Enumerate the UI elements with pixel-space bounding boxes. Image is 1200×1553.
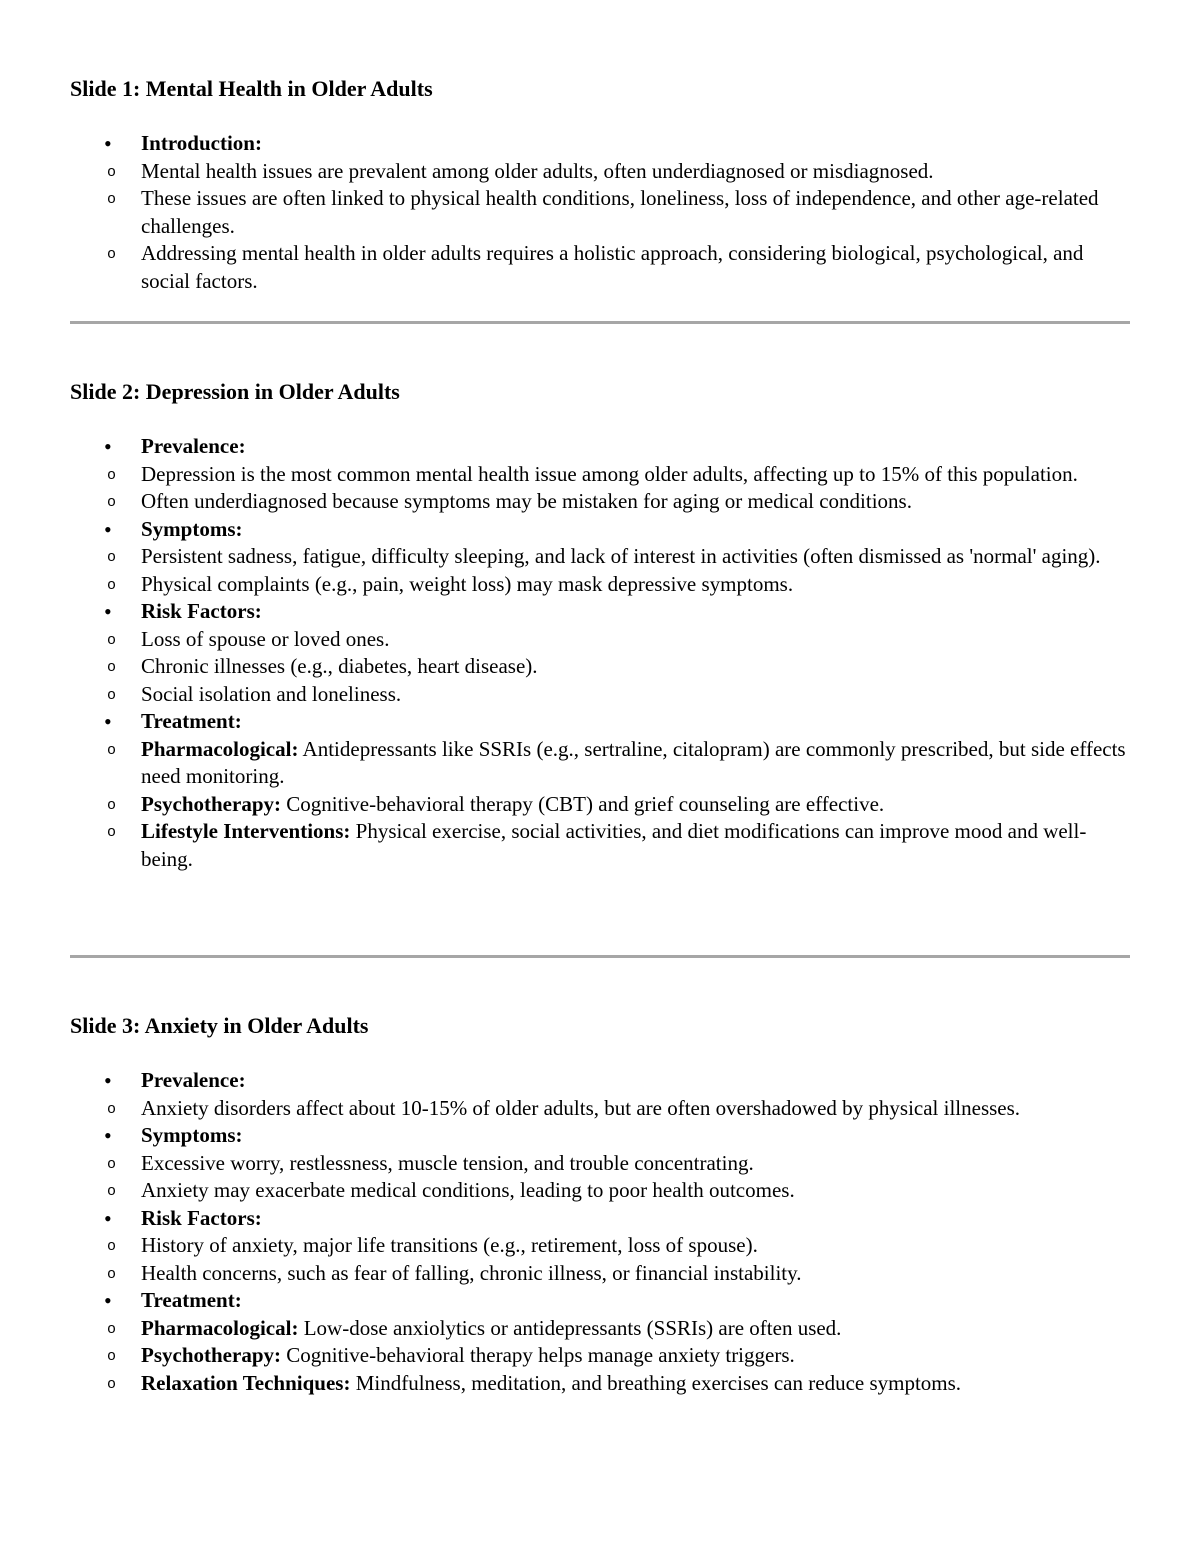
list-item: o Mental health issues are prevalent among older adults, often underdiagnosed or misdiagnosed. [71,158,1130,186]
list-item: o Excessive worry, restlessness, muscle tension, and trouble concentrating. [71,1150,1130,1178]
section-prevalence [70,1067,1130,1122]
section-list [70,1067,1130,1397]
list-item: o These issues are often linked to physical health conditions, loneliness, loss of independence, and other age-related challenges. [71,185,1130,240]
bullet-list [71,736,1130,874]
list-item: o Persistent sadness, fatigue, difficulty sleeping, and lack of interest in activities (often dismissed as 'normal' aging). [71,543,1130,571]
list-item: o Social isolation and loneliness. [71,681,1130,709]
section-symptoms [70,1122,1130,1205]
list-item: o Loss of spouse or loved ones. [71,626,1130,654]
item-label: Pharmacological: [141,1315,299,1340]
section-heading: Prevalence: [141,1068,246,1092]
section-treatment [70,1287,1130,1397]
item-label: Relaxation Techniques: [141,1370,351,1395]
section-risk-factors [70,1205,1130,1288]
list-item [71,1342,1130,1370]
bullet-list [71,1315,1130,1398]
section-heading: Introduction: [141,131,262,155]
list-item: o Chronic illnesses (e.g., diabetes, heart disease). [71,653,1130,681]
item-text: Mindfulness, meditation, and breathing exercises can reduce symptoms. [350,1370,962,1395]
list-item [71,736,1130,791]
bullet-list [71,626,1130,709]
list-item: o Often underdiagnosed because symptoms may be mistaken for aging or medical conditions. [71,488,1130,516]
list-item: o Depression is the most common mental health issue among older adults, affecting up to 15% of this population. [71,461,1130,489]
bullet-list [71,543,1130,598]
slide-2 [70,378,1130,873]
bullet-list [71,461,1130,516]
list-item: o Anxiety disorders affect about 10-15% of older adults, but are often overshadowed by physical illnesses. [71,1095,1130,1123]
bullet-list [71,158,1130,296]
item-text: Antidepressants like SSRIs (e.g., sertraline, citalopram) are commonly prescribed, but side effects need monitoring. [141,736,1126,788]
item-text: Cognitive-behavioral therapy helps manage anxiety triggers. [281,1343,795,1367]
section-heading: Treatment: [141,1288,242,1312]
slide-title: Slide 1: Mental Health in Older Adults [70,76,433,101]
slide-1 [70,75,1130,295]
item-label: Pharmacological: [141,736,299,761]
list-item: o History of anxiety, major life transitions (e.g., retirement, loss of spouse). [71,1232,1130,1260]
item-label: Lifestyle Interventions: [141,819,351,843]
item-text: Low-dose anxiolytics or antidepressants (SSRIs) are often used. [298,1315,842,1340]
slide-title: Slide 3: Anxiety in Older Adults [70,1013,369,1038]
section-heading: Symptoms: [141,516,243,541]
section-list [70,130,1130,295]
list-item: o Anxiety may exacerbate medical conditions, leading to poor health outcomes. [71,1177,1130,1205]
list-item: o Addressing mental health in older adults requires a holistic approach, considering biological, psychological, and social factors. [71,240,1130,295]
list-item: o Health concerns, such as fear of falling, chronic illness, or financial instability. [71,1260,1130,1288]
divider [70,955,1130,958]
bullet-list [71,1150,1130,1205]
section-heading: Treatment: [141,709,242,733]
slide-3 [70,1012,1130,1397]
item-text: Physical exercise, social activities, and diet modifications can improve mood and well-being. [141,819,1087,871]
list-item [71,1315,1130,1343]
section-heading: Symptoms: [141,1123,243,1147]
section-heading: Risk Factors: [141,599,262,623]
section-symptoms [70,516,1130,599]
section-treatment [70,708,1130,873]
bullet-list [71,1232,1130,1287]
section-prevalence [70,433,1130,516]
list-item [71,1370,1130,1398]
item-label: Psychotherapy: [141,791,281,816]
list-item [71,818,1130,873]
section-list [70,433,1130,873]
item-text: Cognitive-behavioral therapy (CBT) and grief counseling are effective. [281,791,885,816]
list-item [71,791,1130,819]
item-label: Psychotherapy: [141,1343,281,1367]
section-heading: Risk Factors: [141,1205,262,1230]
list-item: o Physical complaints (e.g., pain, weight loss) may mask depressive symptoms. [71,571,1130,599]
section-heading: Prevalence: [141,434,246,458]
divider [70,321,1130,324]
section-introduction [70,130,1130,295]
slide-title: Slide 2: Depression in Older Adults [70,379,400,404]
section-risk-factors [70,598,1130,708]
bullet-list [71,1095,1130,1123]
